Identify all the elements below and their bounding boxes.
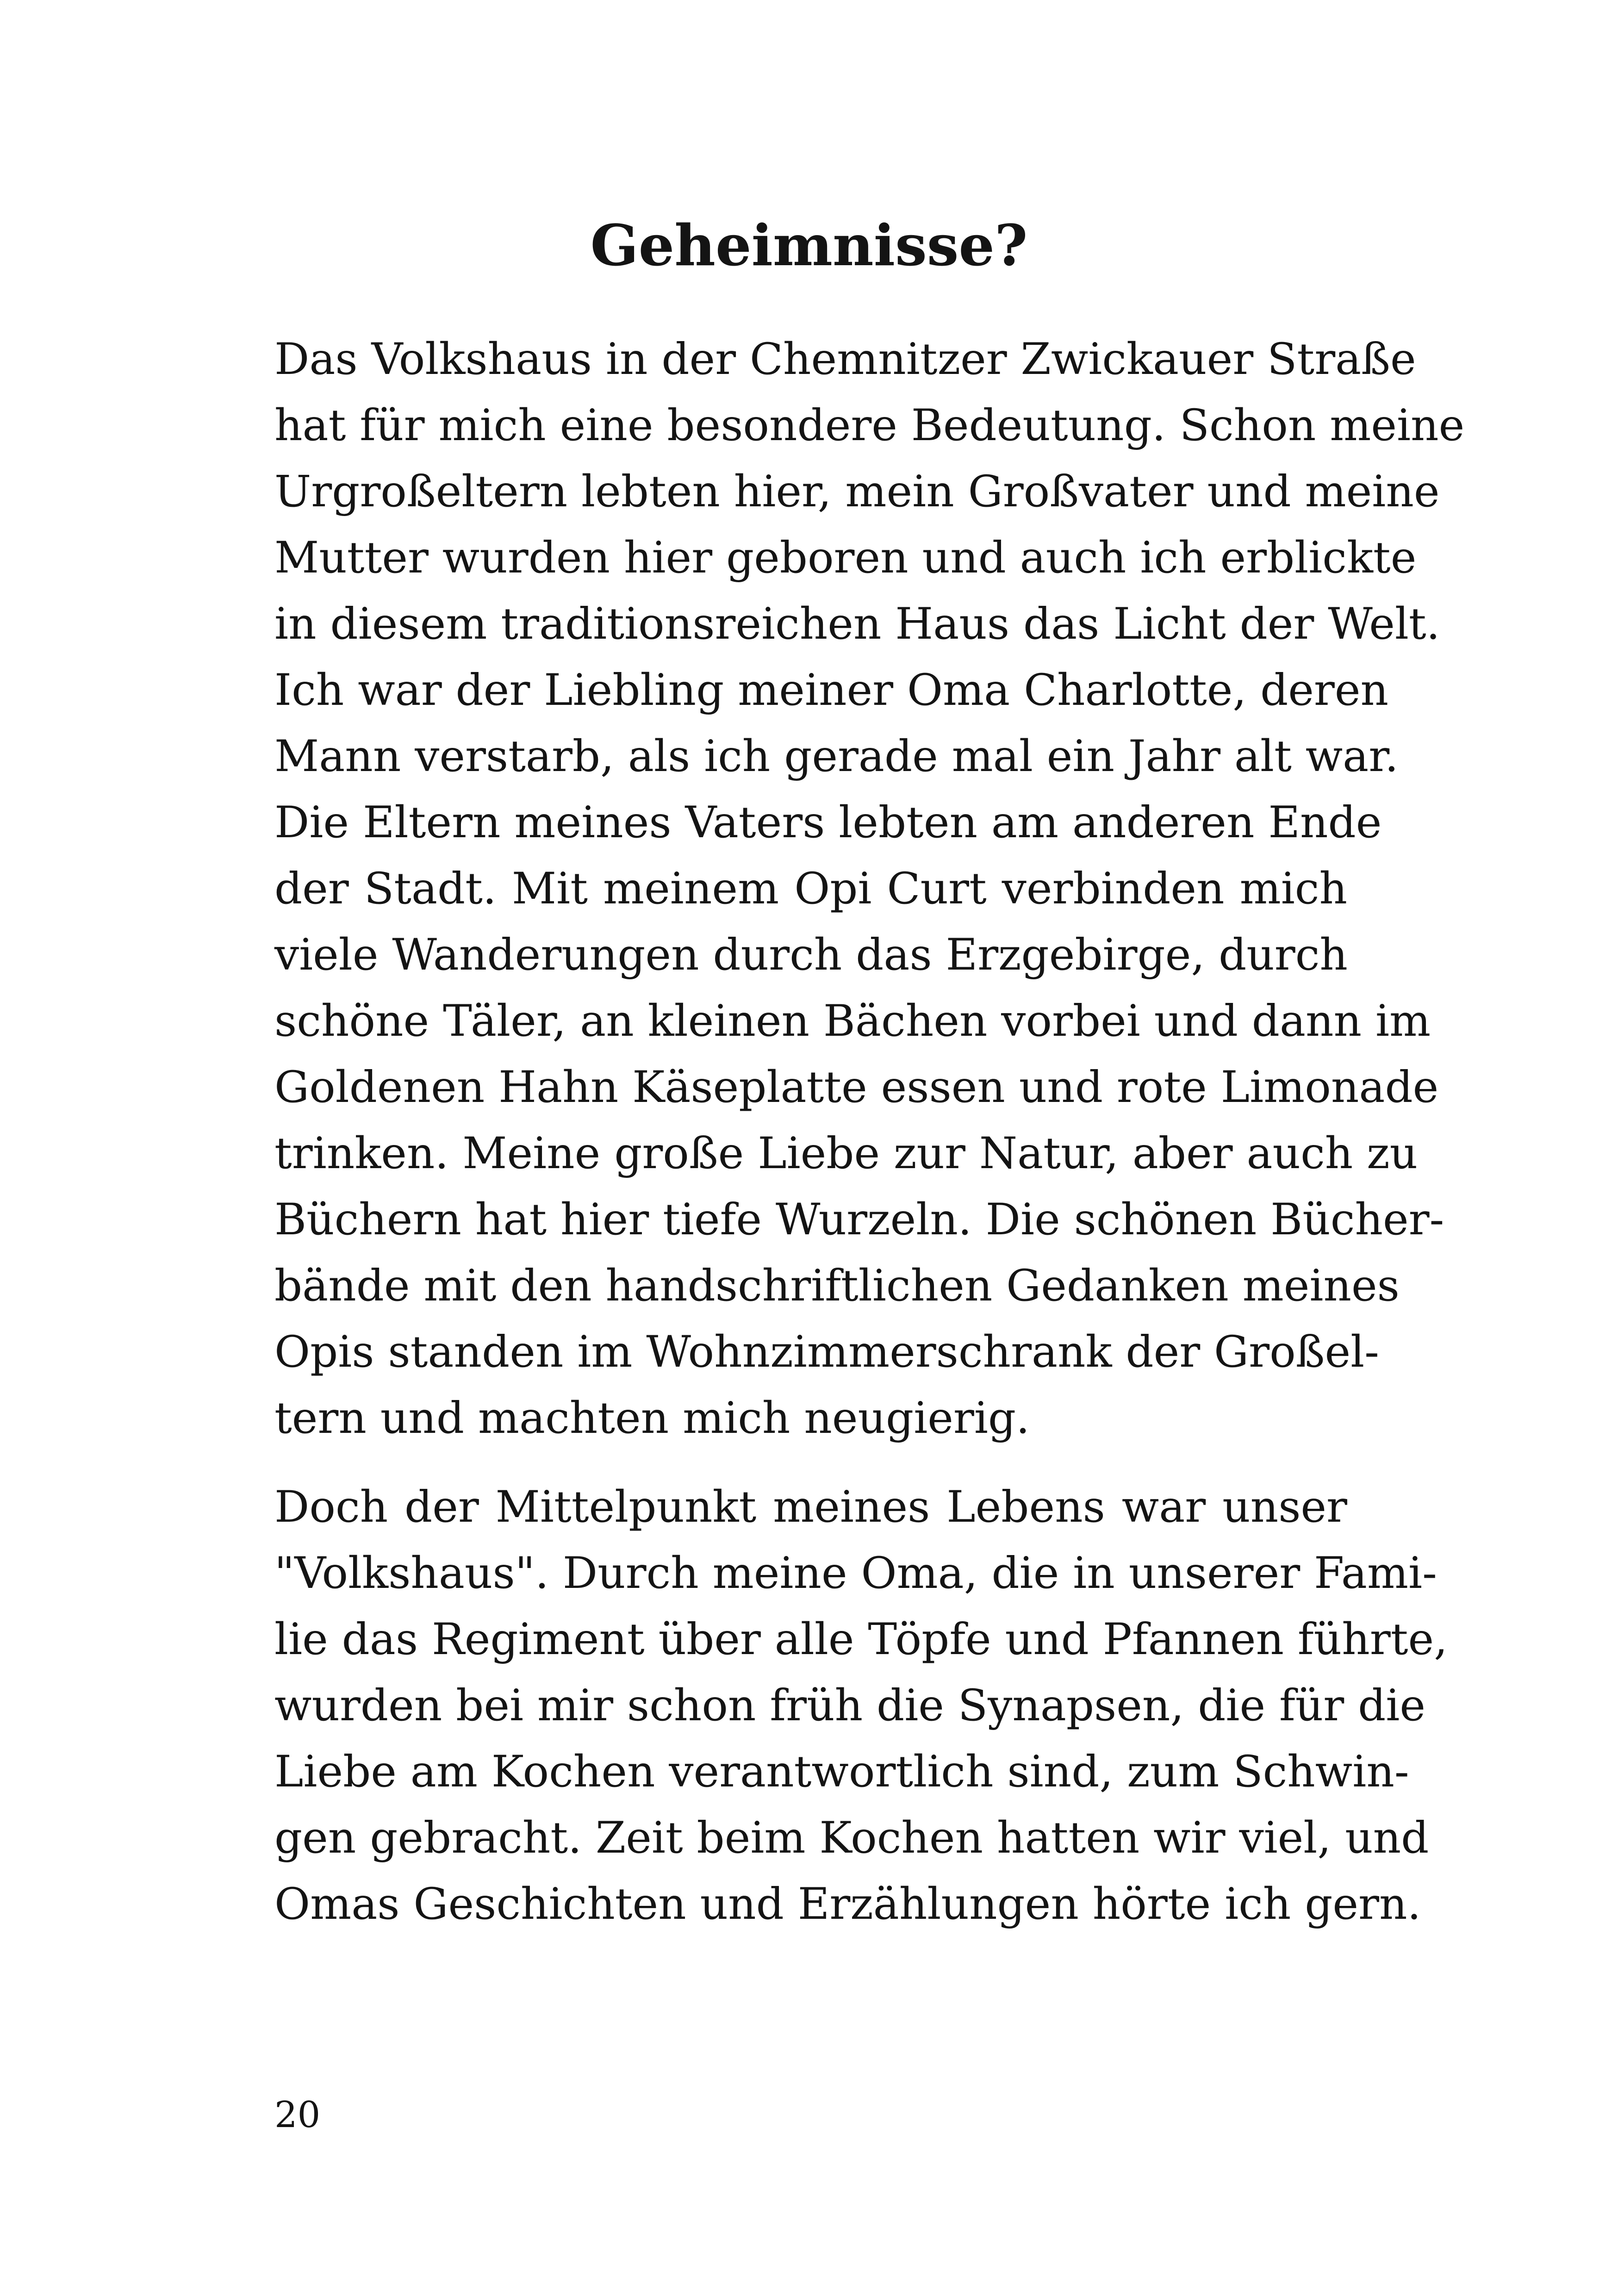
text-line: Urgroßeltern lebten hier, mein Großvater und meine (274, 467, 1440, 517)
page-title: Geheimnisse? (590, 212, 1028, 279)
text-line: Ich war der Liebling meiner Oma Charlotte, deren (274, 665, 1389, 716)
text-line: Die Eltern meines Vaters lebten am anderen Ende (274, 797, 1382, 848)
text-line: der Stadt. Mit meinem Opi Curt verbinden mich (274, 864, 1347, 914)
paragraph-2 (274, 1474, 1448, 1937)
text-line: Doch der Mittelpunkt meines Lebens war unser (274, 1482, 1347, 1532)
text-line: hat für mich eine besondere Bedeutung. Schon meine (274, 400, 1465, 451)
text-line: bände mit den handschriftlichen Gedanken meines (274, 1261, 1400, 1311)
text-line: Büchern hat hier tiefe Wurzeln. Die schönen Bücher- (274, 1195, 1444, 1245)
text-line: viele Wanderungen durch das Erzgebirge, durch (274, 930, 1348, 980)
text-line: tern und machten mich neugierig. (274, 1393, 1030, 1444)
text-line: Das Volkshaus in der Chemnitzer Zwickauer Straße (274, 334, 1416, 385)
text-line: Liebe am Kochen verantwortlich sind, zum Schwin- (274, 1747, 1409, 1797)
text-line: Omas Geschichten und Erzählungen hörte ich gern. (274, 1879, 1421, 1929)
text-line: wurden bei mir schon früh die Synapsen, die für die (274, 1680, 1425, 1731)
text-line: "Volkshaus". Durch meine Oma, die in unserer Fami- (274, 1548, 1437, 1599)
text-line: in diesem traditionsreichen Haus das Licht der Welt. (274, 599, 1440, 649)
paragraph-1 (274, 326, 1465, 1451)
text-line: Mutter wurden hier geboren und auch ich erblickte (274, 533, 1417, 583)
text-line: Mann verstarb, als ich gerade mal ein Jahr alt war. (274, 731, 1399, 782)
text-line: lie das Regiment über alle Töpfe und Pfannen führte, (274, 1614, 1448, 1665)
text-line: trinken. Meine große Liebe zur Natur, aber auch zu (274, 1128, 1418, 1179)
text-line: gen gebracht. Zeit beim Kochen hatten wir viel, und (274, 1813, 1429, 1863)
text-line: Opis standen im Wohnzimmerschrank der Großel- (274, 1327, 1379, 1377)
page-number: 20 (274, 2094, 321, 2136)
text-line: Goldenen Hahn Käseplatte essen und rote Limonade (274, 1062, 1439, 1113)
text-line: schöne Täler, an kleinen Bächen vorbei und dann im (274, 996, 1431, 1046)
